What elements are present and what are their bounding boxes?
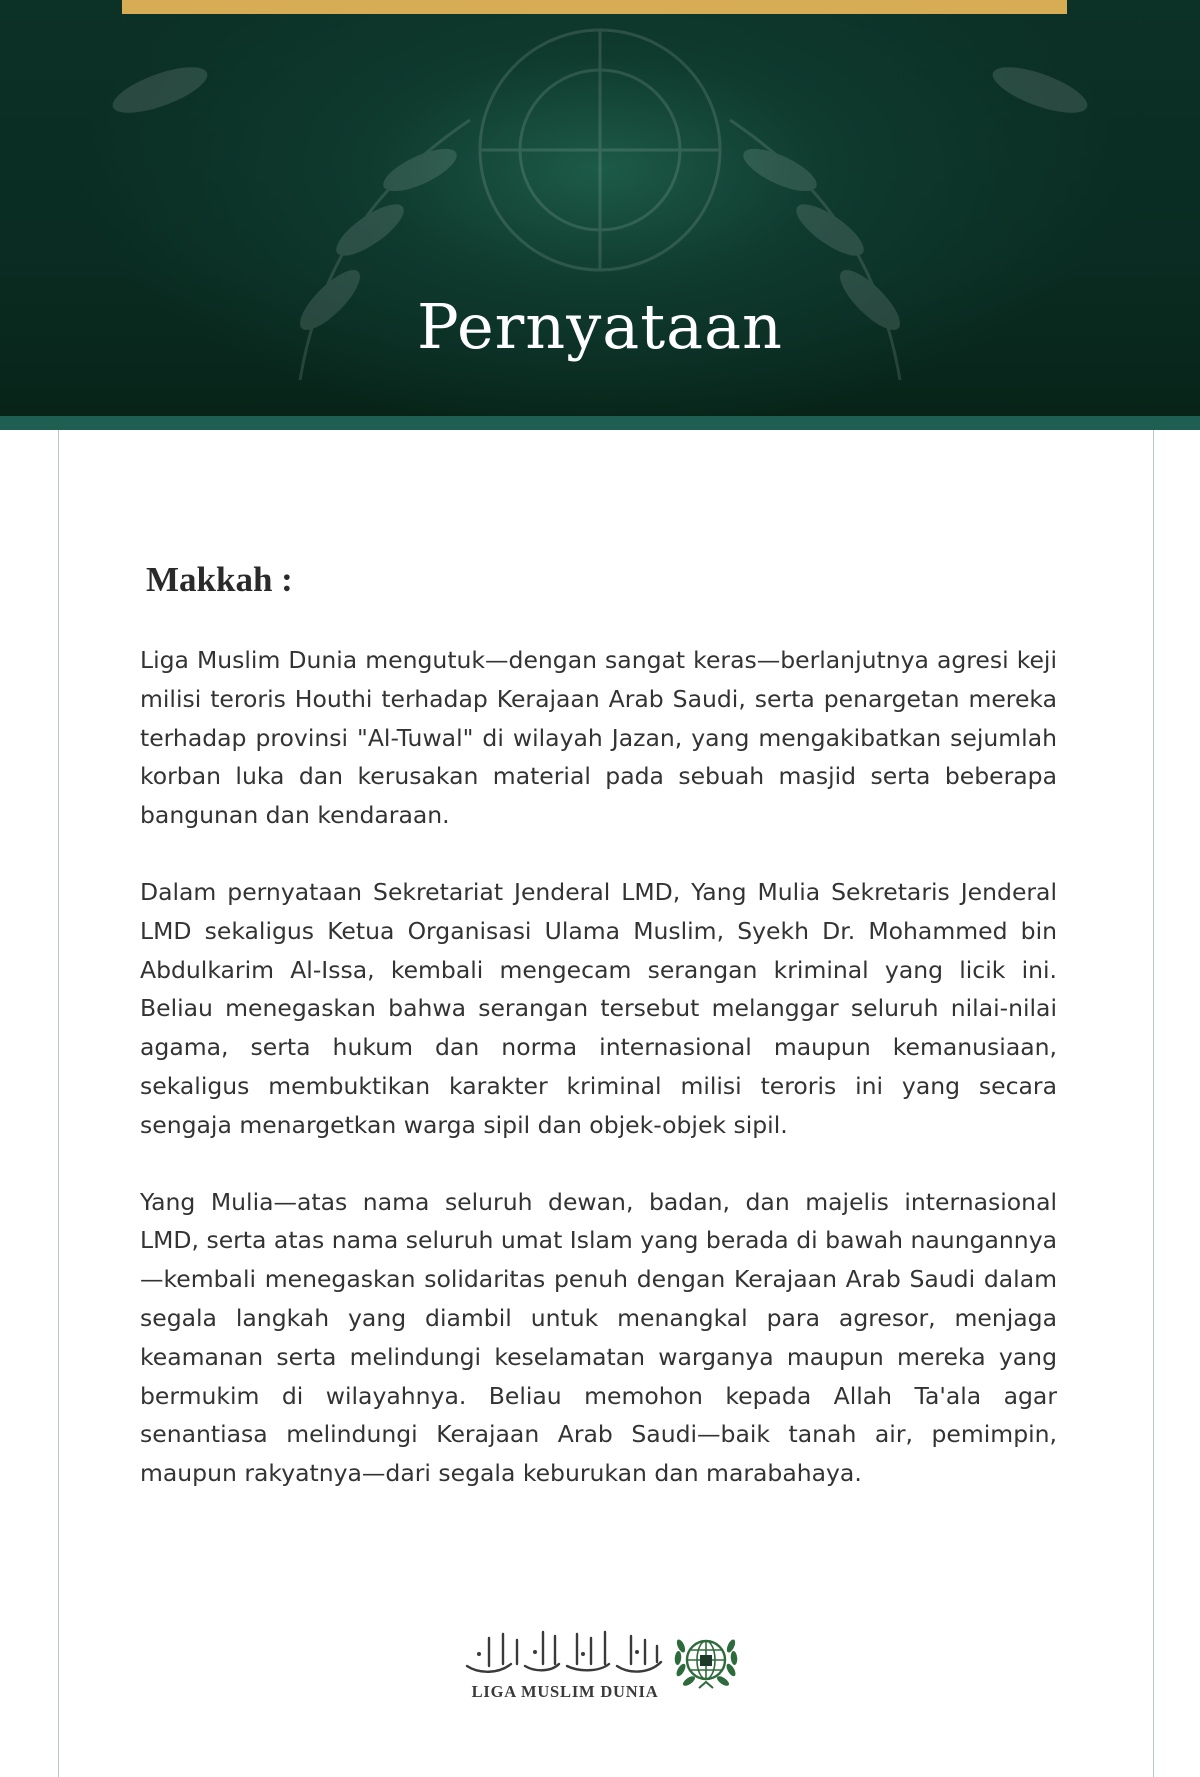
organization-logo <box>455 1624 745 1704</box>
header-bottom-bar <box>0 416 1200 430</box>
header-banner <box>0 0 1200 416</box>
globe-laurel-emblem-icon <box>669 1624 743 1698</box>
paragraph-2: Dalam pernyataan Sekretariat Jenderal LMD, Yang Mulia Sekretaris Jenderal LMD sekaligus Ketua Organisasi Ulama Muslim, Syekh Dr. Mohammed bin Abdulkarim Al-Issa, kembali mengecam serangan kriminal yang licik ini. Beliau menegaskan bahwa serangan tersebut melanggar seluruh nilai-nilai agama, serta hukum dan norma internasional maupun kemanusiaan, sekaligus membuktikan karakter kriminal milisi teroris ini yang secara sengaja menargetkan warga sipil dan objek-objek sipil. <box>140 877 1057 1139</box>
statement-body <box>140 641 1057 1531</box>
gold-top-bar <box>122 0 1067 14</box>
paragraph-1: Liga Muslim Dunia mengutuk—dengan sangat keras—berlanjutnya agresi keji milisi teroris Houthi terhadap Kerajaan Arab Saudi, serta penargetan mereka terhadap provinsi "Al-Tuwal" di wilayah Jazan, yang mengakibatkan sejumlah korban luka dan kerusakan material pada sebuah masjid serta beberapa bangunan dan kendaraan. <box>140 646 1057 830</box>
logo-caption: LIGA MUSLIM DUNIA <box>471 1682 659 1701</box>
arabic-logotype <box>459 1624 669 1680</box>
page-title: Pernyataan <box>417 290 783 363</box>
paragraph-3: Yang Mulia—atas nama seluruh dewan, badan, dan majelis internasional LMD, serta atas nama seluruh umat Islam yang berada di bawah naungannya—kembali menegaskan solidaritas penuh dengan Kerajaan Arab Saudi dalam segala langkah yang diambil untuk menangkal para agresor, menjaga keamanan serta melindungi keselamatan warganya maupun mereka yang bermukim di wilayahnya. Beliau memohon kepada Allah Ta'ala agar senantiasa melindungi Kerajaan Arab Saudi—baik tanah air, pemimpin, maupun rakyatnya—dari segala keburukan dan marabahaya. <box>140 1187 1057 1488</box>
dateline: Makkah : <box>146 560 293 599</box>
